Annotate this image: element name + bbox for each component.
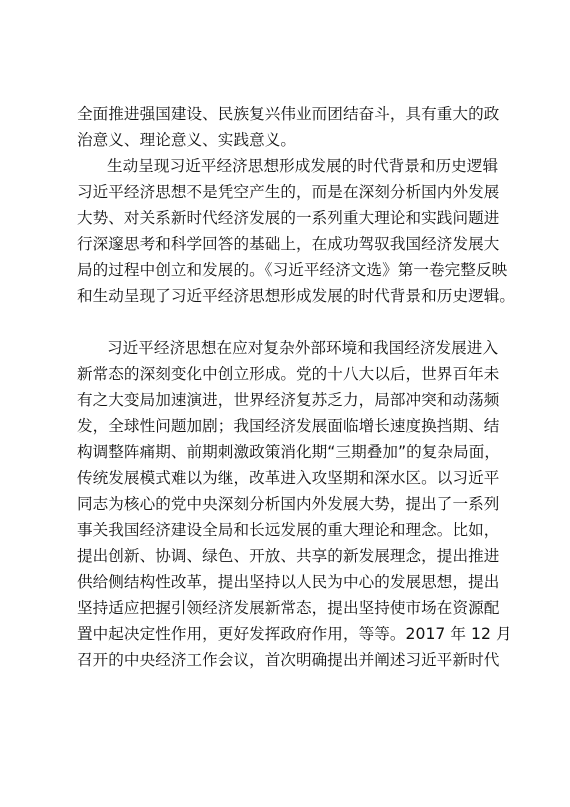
text-line: 和生动呈现了习近平经济思想形成发展的时代背景和历史逻辑。: [77, 287, 516, 305]
text-line: 召开的中央经济工作会议，首次明确提出并阐述习近平新时代: [77, 651, 500, 669]
text-line: 全面推进强国建设、民族复兴伟业而团结奋斗，具有重大的政: [77, 105, 500, 123]
text-line: 置中起决定性作用，更好发挥政府作用，等等。2017 年 12 月: [77, 625, 512, 643]
text-line: 同志为核心的党中央深刻分析国内外发展大势，提出了一系列: [77, 495, 500, 513]
text-line: 习近平经济思想不是凭空产生的，而是在深刻分析国内外发展: [77, 183, 500, 201]
text-line: 提出创新、协调、绿色、开放、共享的新发展理念，提出推进: [77, 547, 500, 565]
text-line: 发，全球性问题加剧；我国经济发展面临增长速度换挡期、结: [77, 417, 500, 435]
text-line: 有之大变局加速演进，世界经济复苏乏力，局部冲突和动荡频: [77, 391, 500, 409]
text-line: 行深邃思考和科学回答的基础上，在成功驾驭我国经济发展大: [77, 235, 500, 253]
section-heading: 生动呈现习近平经济思想形成发展的时代背景和历史逻辑: [107, 157, 499, 175]
text-line: 供给侧结构性改革，提出坚持以人民为中心的发展思想，提出: [77, 573, 500, 591]
text-line: 传统发展模式难以为继，改革进入攻坚期和深水区。以习近平: [77, 469, 500, 487]
text-line: 坚持适应把握引领经济发展新常态，提出坚持使市场在资源配: [77, 599, 500, 617]
text-line: 局的过程中创立和发展的。《习近平经济文选》第一卷完整反映: [77, 261, 508, 279]
text-line: 新常态的深刻变化中创立形成。党的十八大以后，世界百年未: [77, 365, 500, 383]
text-line: 事关我国经济建设全局和长远发展的重大理论和理念。比如，: [77, 521, 500, 539]
text-line: 大势、对关系新时代经济发展的一系列重大理论和实践问题进: [77, 209, 500, 227]
text-line: 治意义、理论意义、实践意义。: [77, 131, 297, 149]
text-line: 构调整阵痛期、前期刺激政策消化期“三期叠加”的复杂局面，: [77, 443, 500, 461]
paragraph-first-line: 习近平经济思想在应对复杂外部环境和我国经济发展进入: [107, 339, 499, 357]
